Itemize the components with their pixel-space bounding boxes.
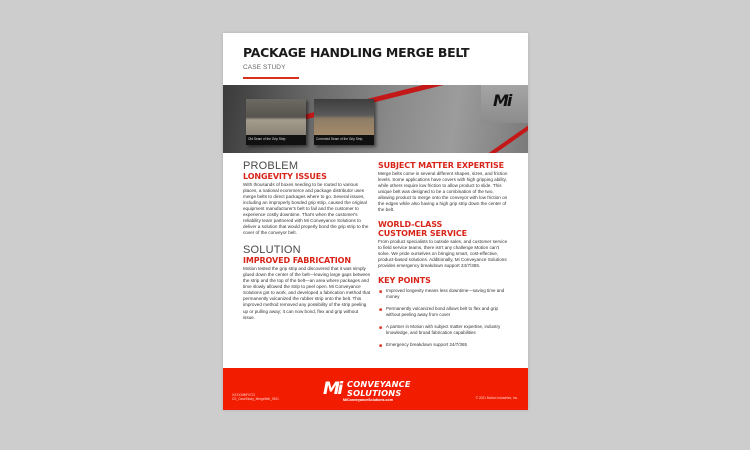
bullet-square-icon: ■ xyxy=(379,324,383,331)
title-underline xyxy=(243,77,299,79)
thumbnail-corrected-seam xyxy=(314,99,374,145)
key-point-item xyxy=(378,288,510,300)
doc-code-line2: CS_CaseStudy_MergeBelt_0921 xyxy=(232,397,279,402)
key-point-text: Emergency breakdown support 24/7/365 xyxy=(386,342,468,348)
bullet-square-icon: ■ xyxy=(379,288,383,295)
right-column xyxy=(378,161,510,354)
problem-heading: LONGEVITY ISSUES xyxy=(243,172,327,181)
solution-body: Motion tested the grip strip and discovered that it was simply glued down the center of the belt—leaving large gaps between the strip and the top of the belt—an area where packages and time slowly allowed the strip to peel open. Mi Conveyance Solutions got to work, and developed a fabrication method that permanently vulcanized the rubber strip onto the belt. This improved method removed any possibility of the strip peeling up or pulling away; it can now bond, flex and grip without issue. xyxy=(243,265,371,320)
case-study-page xyxy=(223,33,528,410)
problem-body: With thousands of boxes needing to be routed to various places, a national ecommerce and package distributor uses merge belts to direct packages where to go. Several issues, including an improperly bonded grip strip, caused the original equipment manufacturer's belt to fail and the customer to experience costly downtime. That's when the customer's reliability team partnered with Mi Conveyance Solutions to deliver a solution that would properly bond the grip strip to the cover of the conveyor belt. xyxy=(243,181,369,236)
old-seam-photo xyxy=(246,99,306,135)
key-point-text: Improved longevity means less downtime—saving time and money xyxy=(386,288,505,300)
problem-section-label: PROBLEM xyxy=(243,160,299,172)
logo-text-line1: CONVEYANCE xyxy=(347,379,411,389)
left-column xyxy=(243,161,371,321)
website-link[interactable]: MiConveyanceSolutions.com xyxy=(343,398,393,402)
key-point-item xyxy=(378,342,510,348)
document-title: PACKAGE HANDLING MERGE BELT xyxy=(243,45,470,60)
logo-text-line2: SOLUTIONS xyxy=(347,388,402,398)
expertise-body: Merge belts come in several different shapes, sizes, and friction levels. Some applications have covers with high gripping ability, while others require low friction to allow product to slide. This unique belt was designed to be a combination of the two, allowing product to merge onto the conveyor with low friction on the edges while also having a high grip strip down the center of the belt. xyxy=(378,170,508,213)
copyright: © 2021 Motion Industries, Inc. xyxy=(475,396,518,400)
thumbnail-caption: Old Seam of the Grip Strip xyxy=(248,137,286,141)
key-points-list xyxy=(378,288,510,348)
solution-section-label: SOLUTION xyxy=(243,244,301,257)
doc-code-line1: XXXXXMIF0721 xyxy=(232,393,256,397)
bullet-square-icon: ■ xyxy=(379,306,383,313)
hero-image-banner xyxy=(223,85,528,153)
key-point-item xyxy=(378,306,510,318)
key-point-text: Permanently vulcanized bond allows belt to flex and grip without peeling away from cover xyxy=(386,306,499,318)
mi-logo-mark-icon: Mi xyxy=(323,379,341,399)
service-heading-line2: CUSTOMER SERVICE xyxy=(378,229,468,239)
service-heading-line1: WORLD-CLASS xyxy=(378,220,443,230)
machine-logo: Mi xyxy=(493,91,511,110)
corrected-seam-photo xyxy=(314,99,374,135)
expertise-heading: SUBJECT MATTER EXPERTISE xyxy=(378,161,504,170)
document-code xyxy=(232,393,279,402)
solution-heading: IMPROVED FABRICATION xyxy=(243,256,351,266)
footer-band xyxy=(223,368,528,410)
key-point-text: A partner in Motion with subject matter expertise, industry knowledge, and broad fabrication capabilities xyxy=(386,324,501,336)
thumbnail-caption: Corrected Seam of the Grip Strip xyxy=(316,137,363,141)
key-points-heading: KEY POINTS xyxy=(378,276,431,286)
thumbnail-old-seam xyxy=(246,99,306,145)
document-subtitle: CASE STUDY xyxy=(243,64,286,71)
key-point-item xyxy=(378,324,510,336)
bullet-square-icon: ■ xyxy=(379,342,383,349)
red-belt-edge-lower xyxy=(482,123,528,153)
service-body: From product specialists to outside sales, and customer service to field service teams, there isn't any challenge Motion can't solve. We pride ourselves on bringing smart, cost-effective, product-based solutions. Additionally, Mi Conveyance Solutions provides emergency breakdown support 24/7/365. xyxy=(378,238,508,269)
